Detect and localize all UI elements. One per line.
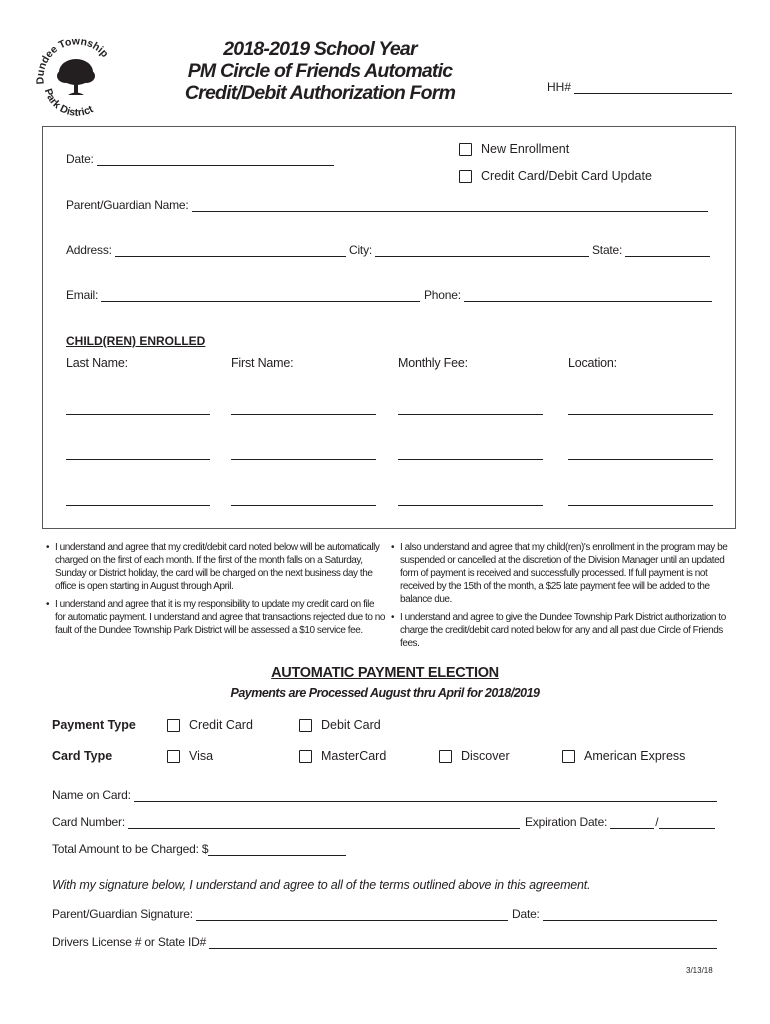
child-2-location-line[interactable] xyxy=(568,459,713,460)
phone-line[interactable] xyxy=(464,289,712,302)
payment-heading: AUTOMATIC PAYMENT ELECTION xyxy=(271,665,499,681)
email-line[interactable] xyxy=(101,289,420,302)
name-on-card-label: Name on Card: xyxy=(52,788,131,802)
state-line[interactable] xyxy=(625,244,710,257)
card-update-label: Credit Card/Debit Card Update xyxy=(481,169,652,183)
child-2-fee-line[interactable] xyxy=(398,459,543,460)
city-line[interactable] xyxy=(375,244,589,257)
child-3-last-name-line[interactable] xyxy=(66,505,210,506)
parent-name-line[interactable] xyxy=(192,199,708,212)
address-line[interactable] xyxy=(115,244,346,257)
terms-item: • I understand and agree to give the Dundee Township Park District authorization to charge the credit/debit card noted below for any and all past due Circle of Friends fees. xyxy=(391,611,737,650)
amex-checkbox[interactable] xyxy=(562,750,575,763)
new-enrollment-option[interactable] xyxy=(459,142,569,156)
park-district-logo xyxy=(30,32,122,124)
discover-checkbox[interactable] xyxy=(439,750,452,763)
mastercard-option[interactable] xyxy=(299,749,386,763)
expiration-year-line[interactable] xyxy=(659,816,715,829)
discover-label: Discover xyxy=(461,749,510,763)
child-1-location-line[interactable] xyxy=(568,414,713,415)
signature-field[interactable] xyxy=(52,907,508,921)
expiration-label: Expiration Date: xyxy=(525,815,608,829)
discover-option[interactable] xyxy=(439,749,510,763)
card-number-field[interactable] xyxy=(52,815,520,829)
card-update-checkbox[interactable] xyxy=(459,170,472,183)
signature-line[interactable] xyxy=(196,908,508,921)
form-title xyxy=(150,38,490,104)
visa-option[interactable] xyxy=(167,749,213,763)
col-monthly-fee: Monthly Fee: xyxy=(398,356,468,370)
terms-right-column xyxy=(391,541,737,655)
signature-date-field[interactable] xyxy=(512,907,717,921)
child-1-last-name-line[interactable] xyxy=(66,414,210,415)
expiration-month-line[interactable] xyxy=(610,816,654,829)
amex-option[interactable] xyxy=(562,749,685,763)
debit-card-checkbox[interactable] xyxy=(299,719,312,732)
svg-text:Park District: Park District xyxy=(41,87,96,119)
revision-date: 3/13/18 xyxy=(686,966,713,975)
title-line-1: 2018-2019 School Year xyxy=(223,38,417,60)
state-field[interactable] xyxy=(592,243,710,257)
mastercard-label: MasterCard xyxy=(321,749,387,763)
svg-text:Dundee Township: Dundee Township xyxy=(34,35,111,85)
credit-card-checkbox[interactable] xyxy=(167,719,180,732)
child-1-first-name-line[interactable] xyxy=(231,414,376,415)
date-line[interactable] xyxy=(97,153,334,166)
mastercard-checkbox[interactable] xyxy=(299,750,312,763)
card-update-option[interactable] xyxy=(459,169,652,183)
license-line[interactable] xyxy=(209,936,717,949)
credit-card-label: Credit Card xyxy=(189,718,253,732)
child-2-last-name-line[interactable] xyxy=(66,459,210,460)
terms-left-column xyxy=(46,541,386,642)
address-label: Address: xyxy=(66,243,112,257)
total-amount-line[interactable] xyxy=(208,843,346,856)
terms-item: • I also understand and agree that my child(ren)'s enrollment in the program may be suspended or cancelled at the discretion of the Division Manager until an updated form of payment is received and successfully processed. If full payment is not received by the 15th of the month, a $25 late payment fee will be added to the balance due. xyxy=(391,541,737,606)
name-on-card-line[interactable] xyxy=(134,789,717,802)
city-field[interactable] xyxy=(349,243,589,257)
total-amount-field[interactable] xyxy=(52,842,346,856)
visa-label: Visa xyxy=(189,749,214,763)
children-heading: CHILD(REN) ENROLLED xyxy=(66,334,206,348)
payment-subheading: Payments are Processed August thru April for 2018/2019 xyxy=(230,686,540,700)
amex-label: American Express xyxy=(584,749,686,763)
expiration-separator: / xyxy=(655,815,659,829)
hh-label: HH# xyxy=(547,80,572,94)
tree-icon xyxy=(57,59,95,95)
card-type-label: Card Type xyxy=(52,749,113,763)
terms-item: • I understand and agree that it is my responsibility to update my credit card on file for automatic payment. I understand and agree that transactions rejected due to no fault of the Dundee Township Park District will be assessed a $10 service fee. xyxy=(46,598,386,637)
child-2-first-name-line[interactable] xyxy=(231,459,376,460)
payment-type-label: Payment Type xyxy=(52,718,136,732)
hh-field[interactable] xyxy=(547,80,732,94)
email-field[interactable] xyxy=(66,288,420,302)
child-3-fee-line[interactable] xyxy=(398,505,543,506)
date-label: Date: xyxy=(66,152,94,166)
child-3-first-name-line[interactable] xyxy=(231,505,376,506)
col-location: Location: xyxy=(568,356,617,370)
child-1-fee-line[interactable] xyxy=(398,414,543,415)
signature-date-label: Date: xyxy=(512,907,540,921)
license-field[interactable] xyxy=(52,935,717,949)
new-enrollment-label: New Enrollment xyxy=(481,142,570,156)
visa-checkbox[interactable] xyxy=(167,750,180,763)
new-enrollment-checkbox[interactable] xyxy=(459,143,472,156)
date-field[interactable] xyxy=(66,152,334,166)
address-field[interactable] xyxy=(66,243,346,257)
enrollment-box xyxy=(42,126,736,529)
title-line-2: PM Circle of Friends Automatic xyxy=(187,60,453,82)
parent-name-label: Parent/Guardian Name: xyxy=(66,198,189,212)
email-label: Email: xyxy=(66,288,99,302)
title-line-3: Credit/Debit Authorization Form xyxy=(184,82,456,104)
total-amount-label: Total Amount to be Charged: $ xyxy=(52,842,209,856)
license-label: Drivers License # or State ID# xyxy=(52,935,207,949)
phone-label: Phone: xyxy=(424,288,461,302)
card-number-label: Card Number: xyxy=(52,815,125,829)
terms-item: • I understand and agree that my credit/debit card noted below will be automatically charged on the first of each month. If the first of the month falls on a Saturday, Sunday or District holiday, the card will be charged on the next business day the office is open starting in August through April. xyxy=(46,541,386,593)
signature-label: Parent/Guardian Signature: xyxy=(52,907,193,921)
child-3-location-line[interactable] xyxy=(568,505,713,506)
col-first-name: First Name: xyxy=(231,356,294,370)
credit-card-option[interactable] xyxy=(167,718,253,732)
hh-line[interactable] xyxy=(574,81,732,94)
parent-name-field[interactable] xyxy=(66,198,708,212)
state-label: State: xyxy=(592,243,623,257)
city-label: City: xyxy=(349,243,373,257)
agreement-text: With my signature below, I understand and agree to all of the terms outlined above in this agreement. xyxy=(52,878,591,892)
signature-date-line[interactable] xyxy=(543,908,717,921)
expiration-field[interactable] xyxy=(525,815,715,829)
name-on-card-field[interactable] xyxy=(52,788,717,802)
col-last-name: Last Name: xyxy=(66,356,128,370)
debit-card-option[interactable] xyxy=(299,718,381,732)
card-number-line[interactable] xyxy=(128,816,520,829)
phone-field[interactable] xyxy=(424,288,712,302)
debit-card-label: Debit Card xyxy=(321,718,381,732)
